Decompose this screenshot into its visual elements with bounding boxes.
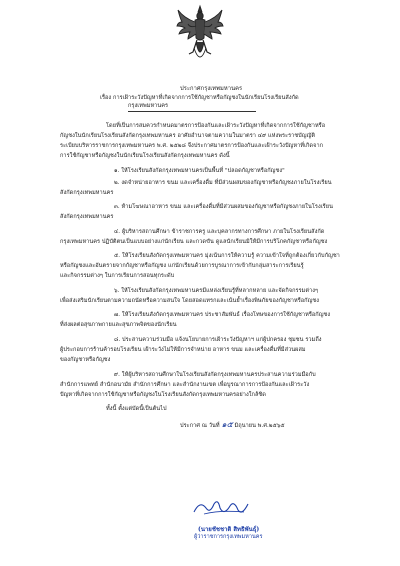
item-4: ๔. ผู้บริหารสถานศึกษา ข้าราชการครู และบุคลากรทางการศึกษา ภายในโรงเรียนสังกัด <box>114 229 325 235</box>
item-6-continued: เพื่อส่งเสริมนักเรียนตามความถนัดหรือความสนใจ โดยสอดแทรกและเน้นย้ำเรื่องพิษภัยของกัญชาหรือกัญชง <box>60 298 320 304</box>
item-9-continued: ปัญหาที่เกิดจากการใช้กัญชาหรือกัญชงในโรงเรียนสังกัดกรุงเทพมหานครอย่างใกล้ชิด <box>60 392 266 398</box>
item-4-continued: กรุงเทพมหานคร ปฏิบัติตนเป็นแบบอย่างแก่นักเรียน และกวดขัน ดูแลนักเรียนมิให้มีการบริโภคกัญชาหรือกัญชง <box>60 239 328 245</box>
garuda-emblem-icon <box>176 4 224 66</box>
date-month-year: มิถุนายน พ.ศ.๒๕๖๕ <box>234 423 285 429</box>
subject-line: เรื่อง การเฝ้าระวังปัญหาที่เกิดจากการใช้กัญชาหรือกัญชงในนักเรียนโรงเรียนสังกัด <box>100 95 299 101</box>
item-9: ๙. ให้ผู้บริหารสถานศึกษาในโรงเรียนสังกัดกรุงเทพมหานครประสานความร่วมมือกับ <box>114 372 316 378</box>
intro-line: กัญชงในนักเรียนโรงเรียนสังกัดกรุงเทพมหานคร อาศัยอำนาจตามความในมาตรา ๔๙ แห่งพระราชบัญญัติ <box>60 133 316 139</box>
item-2: ๒. งดจำหน่ายอาหาร ขนม และเครื่องดื่ม ที่มีส่วนผสมของกัญชาหรือกัญชงภายในโรงเรียน <box>114 180 332 186</box>
item-5-continued: และกิจกรรมต่างๆ ในการเรียนการสอนทุกระดับ <box>60 273 175 279</box>
intro-line: การใช้กัญชาหรือกัญชงในนักเรียนโรงเรียนสังกัดกรุงเทพมหานคร ดังนี้ <box>60 153 230 159</box>
item-3-continued: สังกัดกรุงเทพมหานคร <box>60 214 114 220</box>
item-5-continued: หรือกัญชงและอันตรายจากกัญชาหรือกัญชง แก่นักเรียนด้วยการบูรณาการเข้ากับกลุ่มสาระการเรียนรู้ <box>60 263 304 269</box>
intro-line: โดยที่เป็นการสมควรกำหนดมาตรการป้องกันและเฝ้าระวังปัญหาที่เกิดจากการใช้กัญชาหรือ <box>106 123 326 129</box>
item-5: ๕. ให้โรงเรียนสังกัดกรุงเทพมหานคร มุ่งเน้นการให้ความรู้ ความเข้าใจที่ถูกต้องเกี่ยวกับกัญชา <box>114 253 340 259</box>
date-prefix: ประกาศ ณ วันที่ <box>180 423 220 429</box>
item-1: ๑. ให้โรงเรียนสังกัดกรุงเทพมหานครเป็นพื้นที่ "ปลอดกัญชาหรือกัญชง" <box>114 168 285 174</box>
title-divider <box>128 111 256 112</box>
item-8-continued: ของกัญชาหรือกัญชง <box>60 357 111 363</box>
item-7: ๗. ให้โรงเรียนสังกัดกรุงเทพมหานคร ประชาสัมพันธ์ เรื่องโทษของการใช้กัญชาหรือกัญชง <box>114 312 331 318</box>
item-8: ๘. ประสานความร่วมมือ แจ้งนโยบายการเฝ้าระวังปัญหาฯ แก่ผู้ปกครอง ชุมชน รวมถึง <box>114 337 322 343</box>
item-7-continued: ที่ส่งผลต่อสุขภาพกายและสุขภาพจิตของนักเรียน <box>60 322 177 328</box>
signatory-title: ผู้ว่าราชการกรุงเทพมหานคร <box>194 534 263 540</box>
subject-line-continued: กรุงเทพมหานคร <box>128 103 169 109</box>
item-9-continued: สำนักการแพทย์ สำนักอนามัย สำนักการศึกษา และสำนักงานเขต เพื่อบูรณาการการป้องกันและเฝ้าระวัง <box>60 382 310 388</box>
item-6: ๖. ให้โรงเรียนสังกัดกรุงเทพมหานครมีแหล่งเรียนรู้ที่หลากหลาย และจัดกิจกรรมต่างๆ <box>114 288 319 294</box>
intro-line: ระเบียบบริหารราชการกรุงเทพมหานคร พ.ศ. ๒๕๒๘ จึงประกาศมาตรการป้องกันและเฝ้าระวังปัญหาที่เกิดจาก <box>60 143 324 149</box>
signatory-name: (นายชัชชาติ สิทธิพันธุ์) <box>198 526 260 533</box>
document-title: ประกาศกรุงเทพมหานคร <box>180 86 243 92</box>
item-2-continued: สังกัดกรุงเทพมหานคร <box>60 190 114 196</box>
item-8-continued: ผู้ประกอบการร้านค้ารอบโรงเรียน เฝ้าระวังไม่ให้มีการจำหน่าย อาหาร ขนม และเครื่องดื่มที่มีส่วนผสม <box>60 347 306 353</box>
handwritten-signature-icon <box>190 496 254 518</box>
date-day: ๑๕ <box>221 420 233 429</box>
item-3: ๓. ห้ามโฆษณาอาหาร ขนม และเครื่องดื่มที่มีส่วนผสมของกัญชาหรือกัญชงภายในโรงเรียน <box>114 204 333 210</box>
issue-date <box>180 421 285 430</box>
closing-statement: ทั้งนี้ ตั้งแต่บัดนี้เป็นต้นไป <box>106 406 167 412</box>
